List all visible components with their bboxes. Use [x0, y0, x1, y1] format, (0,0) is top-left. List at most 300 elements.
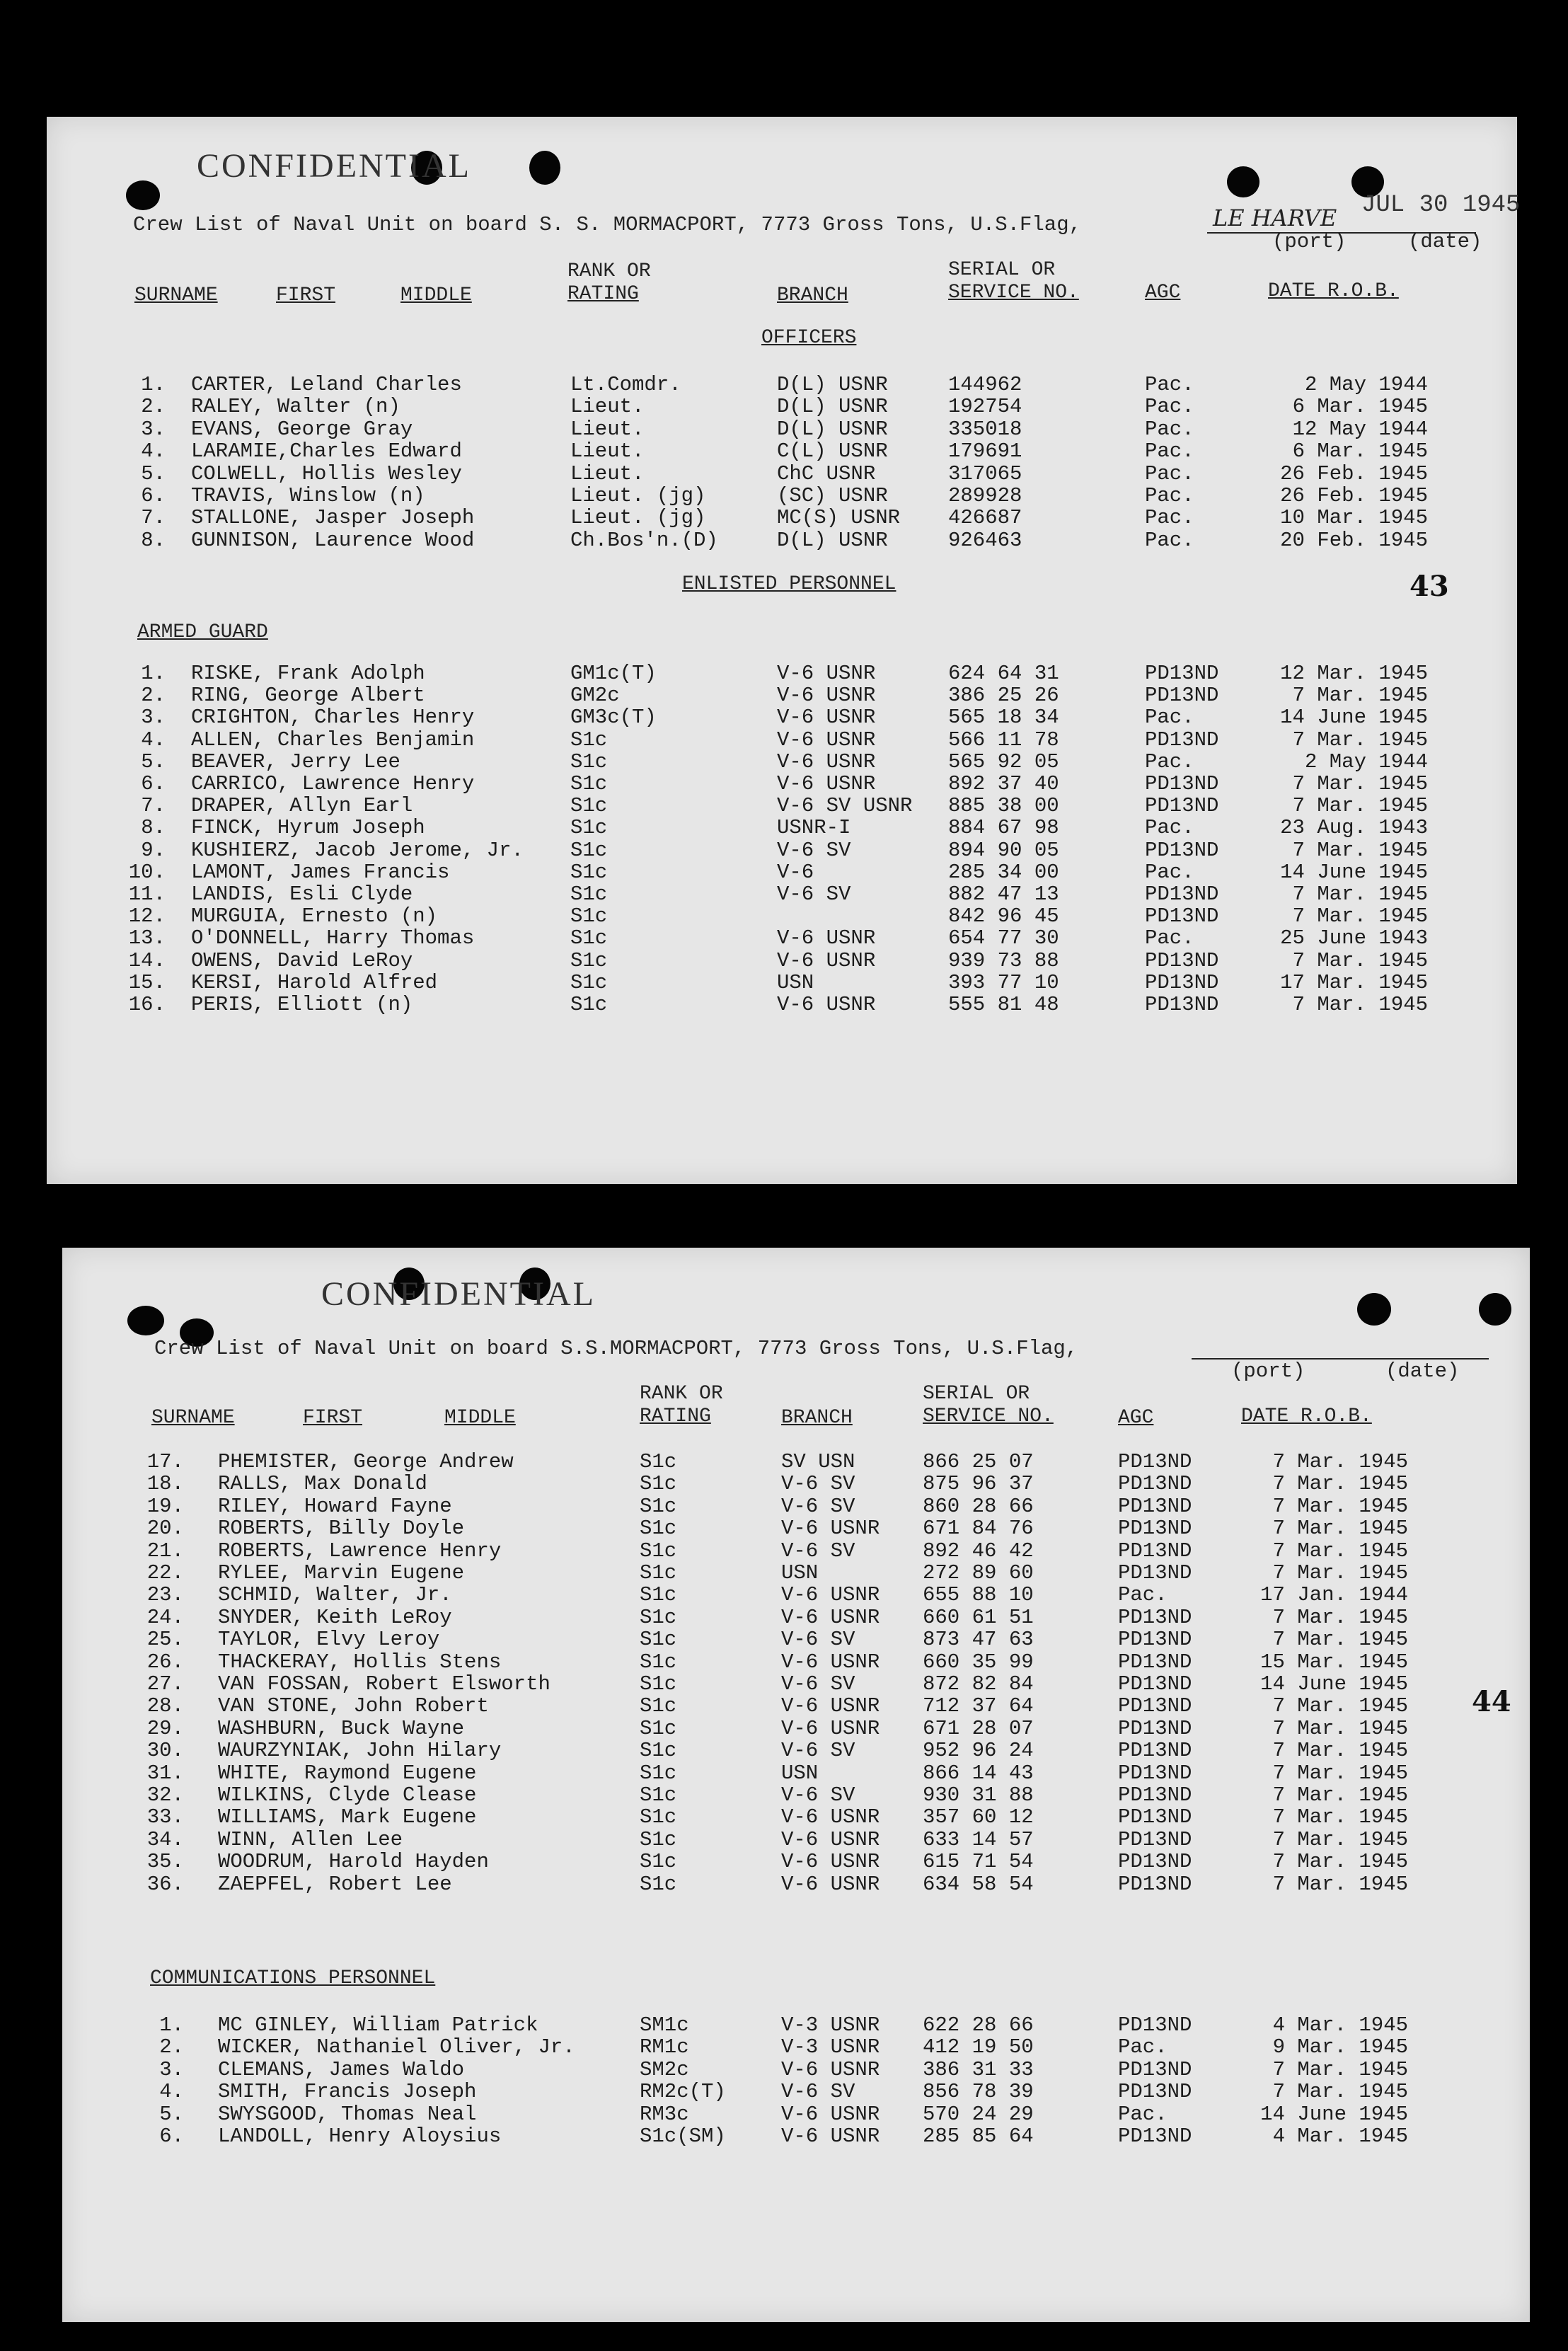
cell-agc: PD13ND [1118, 1494, 1192, 1518]
cell-date: 7 Mar. 1945 [1292, 728, 1428, 752]
cell-date: 7 Mar. 1945 [1272, 1827, 1408, 1851]
cell-name: KERSI, Harold Alfred [191, 970, 438, 994]
cell-rank: S1c [570, 794, 608, 818]
cell-agc: Pac. [1145, 506, 1194, 530]
cell-agc: PD13ND [1118, 1539, 1192, 1563]
cell-agc: Pac. [1145, 439, 1194, 464]
cell-rank: S1c [640, 1850, 677, 1874]
cell-branch: V-6 USNR [781, 2057, 880, 2081]
cell-agc: PD13ND [1118, 1805, 1192, 1829]
cell-date: 2 May 1944 [1304, 373, 1428, 396]
cell-agc: Pac. [1145, 461, 1194, 485]
cell-num: 16. [128, 993, 166, 1016]
cell-agc: Pac. [1145, 706, 1194, 730]
cell-name: SNYDER, Keith LeRoy [218, 1605, 452, 1629]
cell-agc: PD13ND [1118, 2080, 1192, 2104]
cell-serial: 930 31 88 [923, 1783, 1034, 1807]
cell-name: WAURZYNIAK, John Hilary [218, 1739, 502, 1763]
cell-serial: 939 73 88 [948, 948, 1059, 972]
header-rank-2: RATING [567, 283, 639, 305]
cell-serial: 866 14 43 [923, 1761, 1034, 1785]
cell-branch: D(L) USNR [777, 395, 888, 419]
cell-date: 14 June 1945 [1260, 1672, 1408, 1696]
cell-branch: V-3 USNR [781, 2035, 880, 2059]
cell-serial: 622 28 66 [923, 2013, 1034, 2037]
cell-serial: 565 92 05 [948, 749, 1059, 774]
header-rank-1: RANK OR [640, 1383, 723, 1405]
cell-agc: PD13ND [1145, 772, 1219, 795]
cell-rank: GM1c(T) [570, 662, 657, 685]
cell-name: RALEY, Walter (n) [191, 395, 400, 419]
header-surname: SURNAME [134, 284, 218, 306]
cell-name: LANDIS, Esli Clyde [191, 883, 413, 906]
cell-agc: PD13ND [1145, 948, 1219, 972]
cell-rank: SM2c [640, 2057, 689, 2081]
cell-num: 33. [146, 1805, 184, 1829]
cell-rank: SM1c [640, 2013, 689, 2037]
cell-serial: 289928 [948, 484, 1022, 507]
cell-num: 35. [146, 1850, 184, 1874]
cell-branch: V-6 SV [781, 1472, 855, 1496]
cell-date: 7 Mar. 1945 [1272, 1805, 1408, 1829]
cell-num: 24. [146, 1605, 184, 1629]
cell-name: ALLEN, Charles Benjamin [191, 728, 475, 752]
cell-date: 10 Mar. 1945 [1280, 506, 1428, 530]
cell-branch: V-6 USNR [781, 2125, 880, 2148]
cell-name: LARAMIE,Charles Edward [191, 439, 462, 464]
cell-agc: PD13ND [1118, 1694, 1192, 1718]
cell-serial: 285 85 64 [923, 2125, 1034, 2148]
cell-rank: RM3c [640, 2102, 689, 2126]
cell-serial: 386 31 33 [923, 2057, 1034, 2081]
cell-num: 9. [141, 838, 166, 862]
cell-branch: V-3 USNR [781, 2013, 880, 2037]
cell-rank: S1c [570, 904, 608, 929]
cell-serial: 555 81 48 [948, 993, 1059, 1016]
cell-rank: S1c [570, 993, 608, 1016]
cell-name: COLWELL, Hollis Wesley [191, 461, 462, 485]
cell-rank: S1c [640, 1450, 677, 1473]
cell-date: 7 Mar. 1945 [1272, 1694, 1408, 1718]
cell-date: 26 Feb. 1945 [1280, 461, 1428, 485]
cell-agc: Pac. [1145, 484, 1194, 507]
cell-rank: Lieut. [570, 417, 645, 441]
cell-serial: 712 37 64 [923, 1694, 1034, 1718]
cell-serial: 655 88 10 [923, 1583, 1034, 1607]
cell-agc: Pac. [1145, 373, 1194, 396]
cell-serial: 884 67 98 [948, 816, 1059, 840]
cell-date: 7 Mar. 1945 [1272, 1605, 1408, 1629]
cell-branch: USN [781, 1561, 819, 1585]
cell-num: 29. [146, 1716, 184, 1740]
cell-branch: V-6 USNR [777, 706, 876, 730]
cell-serial: 335018 [948, 417, 1022, 441]
cell-serial: 565 18 34 [948, 706, 1059, 730]
cell-num: 36. [146, 1872, 184, 1896]
cell-rank: Lieut. [570, 395, 645, 419]
cell-date: 7 Mar. 1945 [1272, 1472, 1408, 1496]
cell-branch: V-6 SV [781, 1739, 855, 1763]
cell-agc: PD13ND [1145, 728, 1219, 752]
cell-name: WASHBURN, Buck Wayne [218, 1716, 465, 1740]
cell-date: 4 Mar. 1945 [1272, 2125, 1408, 2148]
port-handwritten: LE HARVE [1213, 205, 1337, 231]
cell-name: ROBERTS, Billy Doyle [218, 1517, 465, 1541]
cell-date: 9 Mar. 1945 [1272, 2035, 1408, 2059]
cell-date: 7 Mar. 1945 [1292, 948, 1428, 972]
cell-serial: 892 37 40 [948, 772, 1059, 795]
cell-date: 6 Mar. 1945 [1292, 439, 1428, 464]
cell-branch: V-6 USNR [777, 728, 876, 752]
header-serial-2: SERVICE NO. [923, 1406, 1054, 1427]
cell-num: 11. [128, 883, 166, 906]
header-serial-1: SERIAL OR [948, 259, 1056, 281]
cell-branch: V-6 SV [781, 2080, 855, 2104]
cell-name: RALLS, Max Donald [218, 1472, 427, 1496]
cell-num: 1. [141, 662, 166, 685]
cell-date: 14 June 1945 [1280, 860, 1428, 884]
cell-agc: PD13ND [1118, 1672, 1192, 1696]
cell-rank: RM1c [640, 2035, 689, 2059]
cell-branch: D(L) USNR [777, 373, 888, 396]
cell-num: 18. [146, 1472, 184, 1496]
cell-rank: GM2c [570, 684, 620, 708]
cell-date: 6 Mar. 1945 [1292, 395, 1428, 419]
cell-name: PHEMISTER, George Andrew [218, 1450, 514, 1473]
cell-branch: V-6 USNR [781, 2102, 880, 2126]
date-stamp: JUL 30 1945 [1361, 192, 1521, 219]
cell-agc: PD13ND [1118, 1872, 1192, 1896]
cell-name: EVANS, George Gray [191, 417, 413, 441]
cell-num: 4. [141, 728, 166, 752]
cell-name: MURGUIA, Ernesto (n) [191, 904, 438, 929]
cell-num: 27. [146, 1672, 184, 1696]
cell-name: FINCK, Hyrum Joseph [191, 816, 425, 840]
cell-name: WILLIAMS, Mark Eugene [218, 1805, 477, 1829]
cell-num: 32. [146, 1783, 184, 1807]
cell-agc: PD13ND [1145, 993, 1219, 1016]
header-rank-1: RANK OR [567, 260, 651, 282]
cell-name: RING, George Albert [191, 684, 425, 708]
cell-agc: Pac. [1145, 860, 1194, 884]
cell-date: 7 Mar. 1945 [1292, 883, 1428, 906]
cell-serial: 872 82 84 [923, 1672, 1034, 1696]
cell-agc: PD13ND [1118, 1650, 1192, 1674]
cell-serial: 624 64 31 [948, 662, 1059, 685]
cell-agc: PD13ND [1145, 904, 1219, 929]
cell-date: 7 Mar. 1945 [1292, 838, 1428, 862]
cell-rank: S1c [570, 749, 608, 774]
cell-date: 7 Mar. 1945 [1292, 684, 1428, 708]
cell-branch: V-6 USNR [781, 1827, 880, 1851]
cell-num: 1. [141, 373, 166, 396]
cell-rank: RM2c(T) [640, 2080, 726, 2104]
cell-serial: 894 90 05 [948, 838, 1059, 862]
cell-date: 7 Mar. 1945 [1272, 1850, 1408, 1874]
cell-rank: S1c [570, 860, 608, 884]
cell-date: 7 Mar. 1945 [1272, 1494, 1408, 1518]
punch-hole [529, 151, 560, 185]
header-first: FIRST [303, 1407, 363, 1429]
cell-agc: Pac. [1118, 2102, 1168, 2126]
cell-agc: Pac. [1145, 417, 1194, 441]
cell-branch: USN [777, 970, 814, 994]
cell-serial: 860 28 66 [923, 1494, 1034, 1518]
cell-agc: Pac. [1145, 395, 1194, 419]
cell-branch: USN [781, 1761, 819, 1785]
cell-num: 25. [146, 1628, 184, 1652]
cell-num: 30. [146, 1739, 184, 1763]
cell-agc: PD13ND [1118, 1850, 1192, 1874]
cell-rank: S1c [640, 1605, 677, 1629]
cell-rank: Lieut. (jg) [570, 506, 706, 530]
cell-rank: S1c [570, 970, 608, 994]
cell-serial: 615 71 54 [923, 1850, 1034, 1874]
cell-rank: S1c [640, 1628, 677, 1652]
header-first: FIRST [276, 284, 336, 306]
cell-serial: 892 46 42 [923, 1539, 1034, 1563]
cell-serial: 634 58 54 [923, 1872, 1034, 1896]
cell-num: 7. [141, 794, 166, 818]
cell-num: 3. [141, 417, 166, 441]
cell-name: TAYLOR, Elvy Leroy [218, 1628, 440, 1652]
cell-serial: 856 78 39 [923, 2080, 1034, 2104]
header-middle: MIDDLE [444, 1407, 516, 1429]
cell-serial: 393 77 10 [948, 970, 1059, 994]
cell-branch: MC(S) USNR [777, 506, 901, 530]
cell-num: 3. [141, 706, 166, 730]
cell-agc: PD13ND [1118, 1628, 1192, 1652]
cell-date: 7 Mar. 1945 [1272, 2057, 1408, 2081]
cell-name: ROBERTS, Lawrence Henry [218, 1539, 502, 1563]
cell-agc: PD13ND [1145, 970, 1219, 994]
cell-num: 6. [159, 2125, 184, 2148]
cell-serial: 412 19 50 [923, 2035, 1034, 2059]
cell-date: 4 Mar. 1945 [1272, 2013, 1408, 2037]
cell-num: 3. [159, 2057, 184, 2081]
cell-num: 23. [146, 1583, 184, 1607]
cell-branch: V-6 USNR [777, 749, 876, 774]
cell-branch: C(L) USNR [777, 439, 888, 464]
cell-name: ZAEPFEL, Robert Lee [218, 1872, 452, 1896]
cell-name: LAMONT, James Francis [191, 860, 450, 884]
cell-branch: V-6 USNR [781, 1694, 880, 1718]
cell-num: 5. [159, 2102, 184, 2126]
cell-branch: ChC USNR [777, 461, 876, 485]
date-label: (date) [1408, 230, 1482, 253]
cell-rank: S1c [640, 1539, 677, 1563]
cell-rank: Lieut. [570, 461, 645, 485]
cell-branch: V-6 SV [781, 1672, 855, 1696]
cell-date: 7 Mar. 1945 [1292, 993, 1428, 1016]
date-label: (date) [1385, 1360, 1460, 1383]
cell-branch: V-6 USNR [781, 1872, 880, 1896]
cell-date: 7 Mar. 1945 [1272, 1783, 1408, 1807]
cell-date: 7 Mar. 1945 [1292, 904, 1428, 929]
cell-num: 6. [141, 484, 166, 507]
section-armed-guard: ARMED GUARD [137, 621, 268, 643]
cell-branch: SV USN [781, 1450, 855, 1473]
cell-serial: 873 47 63 [923, 1628, 1034, 1652]
cell-date: 7 Mar. 1945 [1272, 1628, 1408, 1652]
cell-branch: V-6 USNR [781, 1650, 880, 1674]
cell-date: 7 Mar. 1945 [1272, 1450, 1408, 1473]
crew-list-card-2 [62, 1248, 1530, 2322]
cell-branch: V-6 SV [777, 838, 851, 862]
cell-name: O'DONNELL, Harry Thomas [191, 926, 475, 950]
cell-date: 7 Mar. 1945 [1292, 772, 1428, 795]
cell-num: 31. [146, 1761, 184, 1785]
cell-agc: PD13ND [1145, 662, 1219, 685]
cell-serial: 952 96 24 [923, 1739, 1034, 1763]
cell-name: KUSHIERZ, Jacob Jerome, Jr. [191, 838, 524, 862]
cell-agc: PD13ND [1145, 883, 1219, 906]
cell-branch: D(L) USNR [777, 417, 888, 441]
header-middle: MIDDLE [400, 284, 472, 306]
cell-num: 2. [141, 684, 166, 708]
cell-num: 4. [159, 2080, 184, 2104]
cell-agc: Pac. [1118, 2035, 1168, 2059]
cell-branch: V-6 USNR [777, 926, 876, 950]
cell-branch: V-6 SV [781, 1494, 855, 1518]
section-officers: OFFICERS [761, 327, 857, 349]
cell-num: 14. [128, 948, 166, 972]
cell-rank: S1c [570, 838, 608, 862]
cell-branch: V-6 USNR [777, 948, 876, 972]
cell-rank: S1c(SM) [640, 2125, 726, 2148]
cell-rank: Lieut. (jg) [570, 484, 706, 507]
cell-num: 2. [159, 2035, 184, 2059]
cell-serial: 357 60 12 [923, 1805, 1034, 1829]
cell-rank: S1c [570, 728, 608, 752]
cell-agc: PD13ND [1145, 684, 1219, 708]
cell-name: WICKER, Nathaniel Oliver, Jr. [218, 2035, 575, 2059]
cell-agc: PD13ND [1118, 1450, 1192, 1473]
cell-name: WINN, Allen Lee [218, 1827, 403, 1851]
cell-serial: 426687 [948, 506, 1022, 530]
cell-agc: Pac. [1145, 926, 1194, 950]
cell-date: 7 Mar. 1945 [1272, 1872, 1408, 1896]
cell-serial: 570 24 29 [923, 2102, 1034, 2126]
cell-agc: Pac. [1145, 749, 1194, 774]
cell-branch: V-6 USNR [781, 1583, 880, 1607]
cell-name: OWENS, David LeRoy [191, 948, 413, 972]
punch-hole [1357, 1293, 1391, 1326]
cell-branch: V-6 SV [781, 1539, 855, 1563]
cell-date: 26 Feb. 1945 [1280, 484, 1428, 507]
cell-name: SCHMID, Walter, Jr. [218, 1583, 452, 1607]
cell-rank: S1c [640, 1583, 677, 1607]
cell-serial: 179691 [948, 439, 1022, 464]
cell-name: WOODRUM, Harold Hayden [218, 1850, 489, 1874]
section-communications: COMMUNICATIONS PERSONNEL [150, 1967, 436, 1989]
port-label: (port) [1231, 1360, 1305, 1383]
cell-date: 7 Mar. 1945 [1272, 1716, 1408, 1740]
cell-rank: S1c [640, 1783, 677, 1807]
cell-name: VAN FOSSAN, Robert Elsworth [218, 1672, 550, 1696]
cell-serial: 386 25 26 [948, 684, 1059, 708]
cell-name: MC GINLEY, William Patrick [218, 2013, 538, 2037]
cell-rank: S1c [640, 1561, 677, 1585]
cell-num: 19. [146, 1494, 184, 1518]
crew-list-card-1 [47, 117, 1521, 1184]
cell-rank: S1c [640, 1650, 677, 1674]
cell-name: TRAVIS, Winslow (n) [191, 484, 425, 507]
cell-date: 14 June 1945 [1260, 2102, 1408, 2126]
cell-serial: 882 47 13 [948, 883, 1059, 906]
header-serial-1: SERIAL OR [923, 1383, 1030, 1405]
cell-branch: V-6 SV [777, 883, 851, 906]
cell-num: 7. [141, 506, 166, 530]
cell-date: 20 Feb. 1945 [1280, 528, 1428, 552]
punch-hole [1227, 166, 1259, 197]
cell-name: RISKE, Frank Adolph [191, 662, 425, 685]
cell-name: BEAVER, Jerry Lee [191, 749, 400, 774]
cell-branch: V-6 USNR [781, 1605, 880, 1629]
cell-num: 4. [141, 439, 166, 464]
crew-list-title: Crew List of Naval Unit on board S.S.MORMACPORT, 7773 Gross Tons, U.S.Flag, [154, 1337, 1078, 1360]
cell-rank: S1c [570, 883, 608, 906]
cell-date: 7 Mar. 1945 [1272, 1761, 1408, 1785]
cell-rank: S1c [640, 1716, 677, 1740]
header-rank-2: RATING [640, 1406, 711, 1427]
cell-rank: S1c [570, 772, 608, 795]
cell-name: RYLEE, Marvin Eugene [218, 1561, 465, 1585]
cell-serial: 671 28 07 [923, 1716, 1034, 1740]
punch-hole [127, 1306, 164, 1335]
cell-date: 7 Mar. 1945 [1272, 1539, 1408, 1563]
cell-rank: S1c [640, 1472, 677, 1496]
cell-num: 26. [146, 1650, 184, 1674]
header-date-rob: DATE R.O.B. [1268, 280, 1399, 302]
cell-date: 7 Mar. 1945 [1272, 1561, 1408, 1585]
cell-branch: V-6 USNR [781, 1805, 880, 1829]
cell-date: 7 Mar. 1945 [1272, 1739, 1408, 1763]
cell-agc: PD13ND [1118, 2057, 1192, 2081]
header-serial-2: SERVICE NO. [948, 282, 1079, 304]
cell-serial: 317065 [948, 461, 1022, 485]
cell-serial: 926463 [948, 528, 1022, 552]
cell-agc: PD13ND [1118, 1517, 1192, 1541]
cell-serial: 285 34 00 [948, 860, 1059, 884]
punch-hole [1479, 1293, 1511, 1326]
cell-name: CARRICO, Lawrence Henry [191, 772, 475, 795]
cell-date: 12 Mar. 1945 [1280, 662, 1428, 685]
header-date-rob: DATE R.O.B. [1241, 1406, 1372, 1427]
cell-serial: 633 14 57 [923, 1827, 1034, 1851]
cell-serial: 660 61 51 [923, 1605, 1034, 1629]
cell-rank: S1c [570, 948, 608, 972]
cell-name: WILKINS, Clyde Clease [218, 1783, 477, 1807]
header-branch: BRANCH [777, 284, 848, 306]
cell-name: WHITE, Raymond Eugene [218, 1761, 477, 1785]
cell-date: 7 Mar. 1945 [1292, 794, 1428, 818]
cell-rank: S1c [640, 1517, 677, 1541]
cell-agc: PD13ND [1145, 838, 1219, 862]
cell-num: 5. [141, 749, 166, 774]
page-number: 43 [1410, 570, 1449, 603]
cell-name: SMITH, Francis Joseph [218, 2080, 477, 2104]
cell-num: 28. [146, 1694, 184, 1718]
cell-branch: D(L) USNR [777, 528, 888, 552]
cell-agc: PD13ND [1118, 1827, 1192, 1851]
cell-name: DRAPER, Allyn Earl [191, 794, 413, 818]
cell-name: VAN STONE, John Robert [218, 1694, 489, 1718]
header-agc: AGC [1118, 1407, 1154, 1429]
cell-num: 2. [141, 395, 166, 419]
cell-rank: S1c [570, 926, 608, 950]
cell-agc: PD13ND [1118, 2013, 1192, 2037]
